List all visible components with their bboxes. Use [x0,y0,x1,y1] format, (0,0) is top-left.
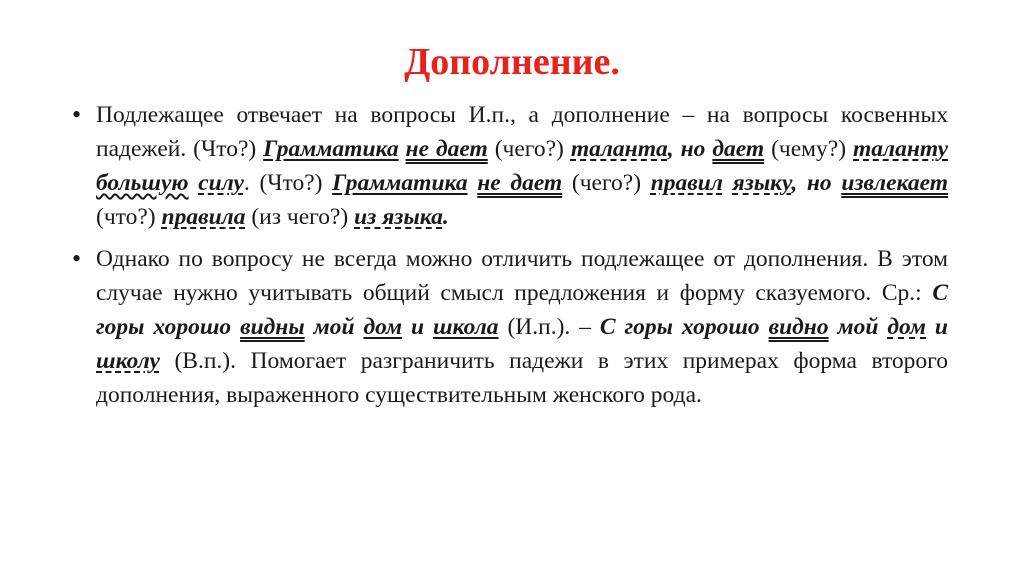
plain-text: (что?) [96,204,162,230]
object-word: языку [732,170,792,196]
bullet-item [72,242,948,412]
subject-word: школа [432,314,499,340]
bullet-text [96,98,948,234]
predicate-word: не дает [405,136,488,162]
subject-word: дом [363,314,403,340]
example-text [723,170,733,196]
example-text: С горы хорошо [599,314,769,340]
example-text: С горы хорошо [96,280,948,340]
object-word: школу [96,348,160,374]
object-word: из языка [354,204,443,230]
plain-text [399,136,406,162]
bullet-marker: • [72,244,82,273]
predicate-word: дает [712,136,765,162]
plain-text: Однако по вопросу не всегда можно отличить подлежащее от дополнения. В этом случае нужно учитывать общий смысл предложения и форму сказуемого. Ср.: [96,246,948,306]
example-text: . [442,204,449,230]
plain-text: (чего?) [487,136,571,162]
plain-text: (И.п.). – [498,314,600,340]
plain-text: (чему?) [764,136,853,162]
object-word: таланту [853,136,949,162]
object-word: силу [198,170,244,196]
example-text: и [926,314,948,340]
subject-word: Грамматика [332,170,468,196]
example-text: , но [667,136,713,162]
plain-text: . (Что?) [243,170,333,196]
predicate-word: видно [768,314,829,340]
plain-text [468,170,478,196]
predicate-word: не дает [477,170,563,196]
slide-title: Дополнение. [404,41,620,83]
example-text: , но [791,170,842,196]
slide-content [72,98,948,420]
example-text: мой [828,314,888,340]
plain-text: (В.п.). Помогает разграничить падежи в этих примерах форма второго дополнения, выраженного существительным женского рода. [96,348,948,408]
object-word: таланта [570,136,668,162]
bullet-text [96,242,948,412]
example-text: мой [304,314,364,340]
plain-text: (чего?) [562,170,651,196]
object-word: правил [650,170,723,196]
object-word: дом [887,314,926,340]
example-text [189,170,199,196]
attribute-word: большую [96,170,189,196]
object-word: правила [161,204,246,230]
predicate-word: видны [240,314,305,340]
plain-text: (из чего?) [245,204,355,230]
bullet-item [72,98,948,234]
bullet-marker: • [72,100,82,129]
predicate-word: извлекает [841,170,949,196]
example-text: и [402,314,433,340]
subject-word: Грамматика [263,136,399,162]
plain-text: Подлежащее отвечает на вопросы И.п., а дополнение – на вопросы косвенных падежей. (Что?) [96,102,948,162]
